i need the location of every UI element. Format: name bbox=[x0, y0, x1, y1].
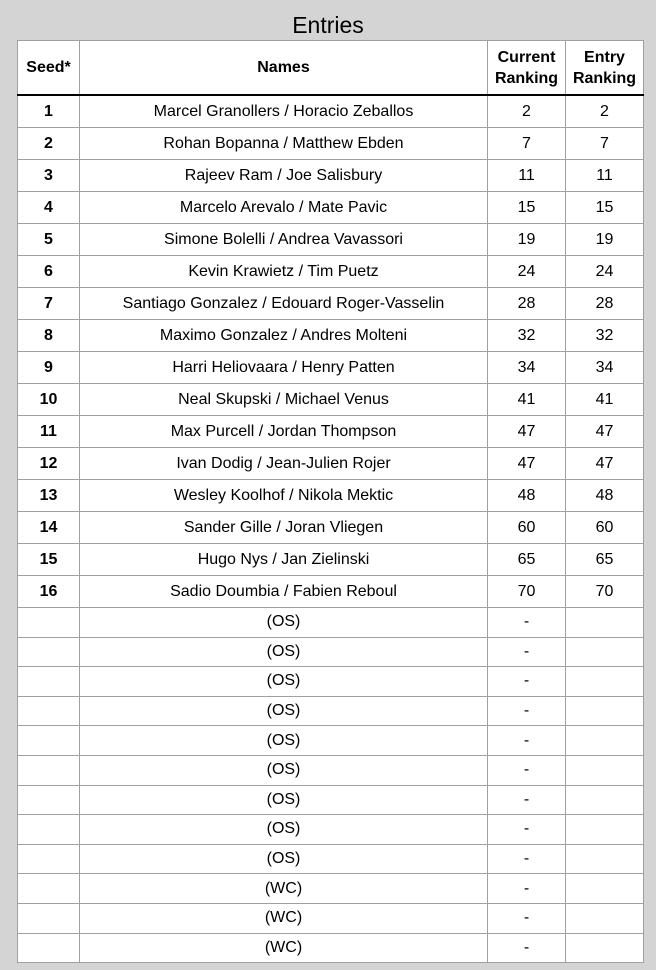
names-cell: Rohan Bopanna / Matthew Ebden bbox=[80, 128, 488, 160]
names-cell: (WC) bbox=[80, 903, 488, 933]
names-cell: (OS) bbox=[80, 755, 488, 785]
seed-cell: 5 bbox=[18, 224, 80, 256]
names-cell: Marcel Granollers / Horacio Zeballos bbox=[80, 95, 488, 128]
entry-ranking-cell: 2 bbox=[566, 95, 644, 128]
entry-ranking-cell: 32 bbox=[566, 320, 644, 352]
table-body bbox=[18, 95, 644, 963]
table-row bbox=[18, 637, 644, 667]
current-ranking-cell: 34 bbox=[488, 352, 566, 384]
current-ranking-cell: 7 bbox=[488, 128, 566, 160]
names-cell: (OS) bbox=[80, 844, 488, 874]
current-ranking-cell: 15 bbox=[488, 192, 566, 224]
seed-cell bbox=[18, 933, 80, 963]
current-ranking-cell: 32 bbox=[488, 320, 566, 352]
entry-ranking-cell: 47 bbox=[566, 448, 644, 480]
entry-ranking-cell bbox=[566, 726, 644, 756]
current-ranking-cell: 19 bbox=[488, 224, 566, 256]
table-row bbox=[18, 844, 644, 874]
entry-ranking-cell: 24 bbox=[566, 256, 644, 288]
current-ranking-cell: 65 bbox=[488, 544, 566, 576]
entry-ranking-cell: 15 bbox=[566, 192, 644, 224]
seed-cell bbox=[18, 667, 80, 697]
header-current-ranking: Current Ranking bbox=[488, 41, 566, 96]
seed-cell bbox=[18, 903, 80, 933]
entry-ranking-cell bbox=[566, 637, 644, 667]
table-row bbox=[18, 448, 644, 480]
current-ranking-cell: - bbox=[488, 933, 566, 963]
table-row bbox=[18, 384, 644, 416]
entry-ranking-cell bbox=[566, 815, 644, 845]
current-ranking-cell: 70 bbox=[488, 576, 566, 608]
entry-ranking-cell: 70 bbox=[566, 576, 644, 608]
names-cell: (WC) bbox=[80, 933, 488, 963]
seed-cell: 14 bbox=[18, 512, 80, 544]
table-row bbox=[18, 874, 644, 904]
table-row bbox=[18, 544, 644, 576]
header-names: Names bbox=[80, 41, 488, 96]
table-row bbox=[18, 696, 644, 726]
table-row bbox=[18, 192, 644, 224]
seed-cell: 13 bbox=[18, 480, 80, 512]
current-ranking-cell: 2 bbox=[488, 95, 566, 128]
current-ranking-cell: 47 bbox=[488, 416, 566, 448]
seed-cell: 12 bbox=[18, 448, 80, 480]
names-cell: (OS) bbox=[80, 637, 488, 667]
table-row bbox=[18, 288, 644, 320]
table-row bbox=[18, 128, 644, 160]
names-cell: Ivan Dodig / Jean-Julien Rojer bbox=[80, 448, 488, 480]
current-ranking-cell: - bbox=[488, 755, 566, 785]
entry-ranking-cell bbox=[566, 844, 644, 874]
current-ranking-cell: - bbox=[488, 903, 566, 933]
current-ranking-cell: - bbox=[488, 815, 566, 845]
current-ranking-cell: - bbox=[488, 874, 566, 904]
names-cell: (OS) bbox=[80, 608, 488, 638]
entry-ranking-cell: 47 bbox=[566, 416, 644, 448]
header-entry-ranking: Entry Ranking bbox=[566, 41, 644, 96]
table-row bbox=[18, 755, 644, 785]
seed-cell: 6 bbox=[18, 256, 80, 288]
seed-cell: 15 bbox=[18, 544, 80, 576]
table-row bbox=[18, 416, 644, 448]
entry-ranking-cell: 34 bbox=[566, 352, 644, 384]
current-ranking-cell: 60 bbox=[488, 512, 566, 544]
current-ranking-cell: 11 bbox=[488, 160, 566, 192]
entry-ranking-cell: 48 bbox=[566, 480, 644, 512]
names-cell: Kevin Krawietz / Tim Puetz bbox=[80, 256, 488, 288]
names-cell: Max Purcell / Jordan Thompson bbox=[80, 416, 488, 448]
table-row bbox=[18, 512, 644, 544]
seed-cell: 7 bbox=[18, 288, 80, 320]
seed-cell bbox=[18, 785, 80, 815]
current-ranking-cell: - bbox=[488, 608, 566, 638]
names-cell: Sander Gille / Joran Vliegen bbox=[80, 512, 488, 544]
entry-ranking-cell bbox=[566, 755, 644, 785]
entry-ranking-cell bbox=[566, 933, 644, 963]
seed-cell: 3 bbox=[18, 160, 80, 192]
table-row bbox=[18, 95, 644, 128]
seed-cell: 4 bbox=[18, 192, 80, 224]
entry-ranking-cell bbox=[566, 608, 644, 638]
table-row bbox=[18, 726, 644, 756]
entries-table bbox=[17, 40, 644, 963]
current-ranking-cell: - bbox=[488, 785, 566, 815]
entry-ranking-cell: 28 bbox=[566, 288, 644, 320]
seed-cell bbox=[18, 815, 80, 845]
entry-ranking-cell bbox=[566, 785, 644, 815]
names-cell: Neal Skupski / Michael Venus bbox=[80, 384, 488, 416]
names-cell: Maximo Gonzalez / Andres Molteni bbox=[80, 320, 488, 352]
seed-cell: 1 bbox=[18, 95, 80, 128]
current-ranking-cell: 41 bbox=[488, 384, 566, 416]
seed-cell bbox=[18, 755, 80, 785]
entry-ranking-cell bbox=[566, 667, 644, 697]
entry-ranking-cell: 11 bbox=[566, 160, 644, 192]
names-cell: Rajeev Ram / Joe Salisbury bbox=[80, 160, 488, 192]
names-cell: (OS) bbox=[80, 667, 488, 697]
names-cell: (WC) bbox=[80, 874, 488, 904]
names-cell: Santiago Gonzalez / Edouard Roger-Vasselin bbox=[80, 288, 488, 320]
table-row bbox=[18, 320, 644, 352]
seed-cell bbox=[18, 608, 80, 638]
table-row bbox=[18, 815, 644, 845]
current-ranking-cell: 47 bbox=[488, 448, 566, 480]
names-cell: Marcelo Arevalo / Mate Pavic bbox=[80, 192, 488, 224]
seed-cell: 11 bbox=[18, 416, 80, 448]
names-cell: (OS) bbox=[80, 696, 488, 726]
current-ranking-cell: - bbox=[488, 696, 566, 726]
names-cell: Simone Bolelli / Andrea Vavassori bbox=[80, 224, 488, 256]
table-row bbox=[18, 667, 644, 697]
names-cell: (OS) bbox=[80, 785, 488, 815]
table-row bbox=[18, 903, 644, 933]
current-ranking-cell: 48 bbox=[488, 480, 566, 512]
names-cell: Wesley Koolhof / Nikola Mektic bbox=[80, 480, 488, 512]
table-row bbox=[18, 480, 644, 512]
seed-cell: 9 bbox=[18, 352, 80, 384]
table-row bbox=[18, 160, 644, 192]
current-ranking-cell: - bbox=[488, 844, 566, 874]
seed-cell: 10 bbox=[18, 384, 80, 416]
current-ranking-cell: 24 bbox=[488, 256, 566, 288]
current-ranking-cell: 28 bbox=[488, 288, 566, 320]
entry-ranking-cell: 60 bbox=[566, 512, 644, 544]
seed-cell bbox=[18, 637, 80, 667]
names-cell: Harri Heliovaara / Henry Patten bbox=[80, 352, 488, 384]
seed-cell: 2 bbox=[18, 128, 80, 160]
seed-cell bbox=[18, 874, 80, 904]
header-seed: Seed* bbox=[18, 41, 80, 96]
seed-cell bbox=[18, 696, 80, 726]
table-row bbox=[18, 785, 644, 815]
table-row bbox=[18, 576, 644, 608]
table-row bbox=[18, 352, 644, 384]
entry-ranking-cell: 41 bbox=[566, 384, 644, 416]
seed-cell bbox=[18, 844, 80, 874]
entry-ranking-cell: 7 bbox=[566, 128, 644, 160]
table-row bbox=[18, 608, 644, 638]
table-row bbox=[18, 256, 644, 288]
names-cell: Sadio Doumbia / Fabien Reboul bbox=[80, 576, 488, 608]
seed-cell: 16 bbox=[18, 576, 80, 608]
seed-cell: 8 bbox=[18, 320, 80, 352]
entry-ranking-cell: 65 bbox=[566, 544, 644, 576]
names-cell: Hugo Nys / Jan Zielinski bbox=[80, 544, 488, 576]
seed-cell bbox=[18, 726, 80, 756]
names-cell: (OS) bbox=[80, 726, 488, 756]
table-header-row bbox=[18, 41, 644, 96]
current-ranking-cell: - bbox=[488, 667, 566, 697]
names-cell: (OS) bbox=[80, 815, 488, 845]
table-row bbox=[18, 933, 644, 963]
entry-ranking-cell bbox=[566, 903, 644, 933]
current-ranking-cell: - bbox=[488, 637, 566, 667]
page-title: Entries bbox=[292, 12, 364, 38]
entry-ranking-cell: 19 bbox=[566, 224, 644, 256]
current-ranking-cell: - bbox=[488, 726, 566, 756]
entry-ranking-cell bbox=[566, 874, 644, 904]
table-row bbox=[18, 224, 644, 256]
entry-ranking-cell bbox=[566, 696, 644, 726]
